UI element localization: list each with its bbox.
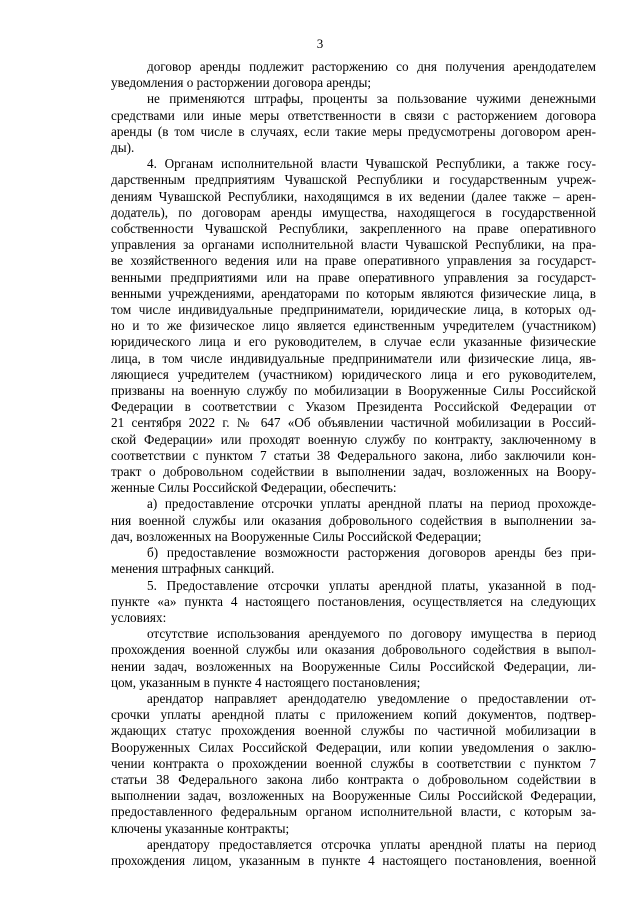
text-line: чении контракта о прохождении военной службы в соответствии с пунктом 7	[111, 755, 596, 771]
text-line: додатель), по договорам аренды имущества, находящегося в государственной	[111, 204, 596, 220]
page-number: 3	[316, 36, 324, 51]
text-line: пункте «а» пункта 4 настоящего постановления, осуществляется на следующих	[111, 593, 596, 609]
text-line: призваны на военную службу по мобилизации в Вооруженные Силы Российской	[111, 383, 596, 399]
text-line: средствами или иные меры ответственности в связи с расторжением договора	[111, 107, 596, 123]
text-line: управления за органами исполнительной власти Чувашской Республики, на пра-	[111, 237, 596, 253]
text-line: юридического лица и его руководителем, в случае если указанные физические	[111, 334, 596, 350]
text-line: 5. Предоставление отсрочки уплаты арендной платы, указанной в под-	[147, 577, 596, 593]
text-line: менения штрафных санкций.	[111, 561, 275, 577]
text-line: уведомления о расторжении договора аренды;	[111, 75, 372, 91]
text-line: лица, в том числе индивидуальные предприниматели или физические лица, яв-	[111, 350, 596, 366]
text-line: прохождения лицом, указанным в пункте 4 настоящего постановления, военной	[111, 852, 596, 868]
text-line: собственности Чувашской Республики, закрепленного на праве оперативного	[111, 221, 596, 237]
text-line: аренды (в том числе в случаях, если такие меры предусмотрены договором арен-	[111, 123, 596, 139]
text-line: но и то же физическое лицо является единственным учредителем (участником)	[111, 318, 596, 334]
text-line: выполнении задач, возложенных на Вооруженные Силы Российской Федерации,	[111, 788, 596, 804]
text-line: дарственным предприятиям Чувашской Республики и государственным учреж-	[111, 172, 596, 188]
text-line: предоставленного федеральным органом исполнительной власти, с которым за-	[111, 804, 596, 820]
text-line: ской Федерации» или проходят военную службу по контракту, заключенному в	[111, 431, 596, 447]
text-line: тракт о добровольном содействии в выполнении задач, возложенных на Воору-	[111, 464, 596, 480]
text-line: дениям Чувашской Республики, находящимся в их ведении (далее также – арен-	[111, 188, 596, 204]
text-line: арендатор направляет арендодателю уведомление о предоставлении от-	[147, 690, 596, 706]
text-line: договор аренды подлежит расторжению со дня получения арендодателем	[147, 59, 596, 74]
text-line: отсутствие использования арендуемого по договору имущества в период	[147, 626, 596, 642]
text-line: ждающих статус прохождения военной службы по частичной мобилизации в	[111, 723, 596, 739]
text-line: Вооруженных Силах Российской Федерации, или копии уведомления о заклю-	[111, 739, 596, 755]
text-line: ключены указанные контракты;	[111, 820, 290, 836]
text-line: ляющиеся учредителем (участником) юридического лица и его руководителем,	[111, 366, 596, 382]
text-line: венными учреждениями, арендаторами по которым являются физические лица, в	[111, 285, 596, 301]
text-line: ды).	[111, 140, 135, 156]
text-line: нении задач, возложенных на Вооруженные Силы Российской Федерации, ли-	[111, 658, 596, 674]
text-line: том числе индивидуальные предприниматели, юридические лица, в которых од-	[111, 302, 596, 318]
text-line: срочки уплаты арендной платы с приложением копий документов, подтвер-	[111, 707, 596, 723]
text-line: Федерации в соответствии с Указом Президента Российской Федерации от	[111, 399, 596, 415]
text-line: а) предоставление отсрочки уплаты арендной платы на период прохожде-	[147, 496, 596, 512]
text-line: ве хозяйственного ведения или на праве оперативного управления за государст-	[111, 253, 596, 269]
text-line: венными предприятиями или на праве оперативного управления за государст-	[111, 269, 596, 285]
text-line: ния военной службы или оказания добровольного содействия в выполнении за-	[111, 512, 596, 528]
text-line: арендатору предоставляется отсрочка уплаты арендной платы на период	[147, 836, 596, 852]
text-line: б) предоставление возможности расторжения договоров аренды без при-	[147, 545, 596, 561]
document-body	[111, 59, 596, 869]
text-line: прохождения военной службы или оказания добровольного содействия в выпол-	[111, 642, 596, 658]
text-line: соответствии с пунктом 7 статьи 38 Федерального закона, либо заключили кон-	[111, 447, 596, 463]
text-line: 21 сентября 2022 г. № 647 «Об объявлении частичной мобилизации в Россий-	[111, 415, 596, 431]
text-line: статьи 38 Федерального закона либо контракта о добровольном содействии в	[111, 771, 596, 787]
text-line: не применяются штрафы, проценты за пользование чужими денежными	[147, 91, 596, 107]
text-line: женные Силы Российской Федерации, обеспечить:	[111, 480, 397, 496]
text-line: дач, возложенных на Вооруженные Силы Российской Федерации;	[111, 528, 482, 544]
text-line: условиях:	[111, 609, 167, 625]
text-line: 4. Органам исполнительной власти Чувашской Республики, а также госу-	[147, 156, 596, 172]
text-line: цом, указанным в пункте 4 настоящего постановления;	[111, 674, 421, 690]
